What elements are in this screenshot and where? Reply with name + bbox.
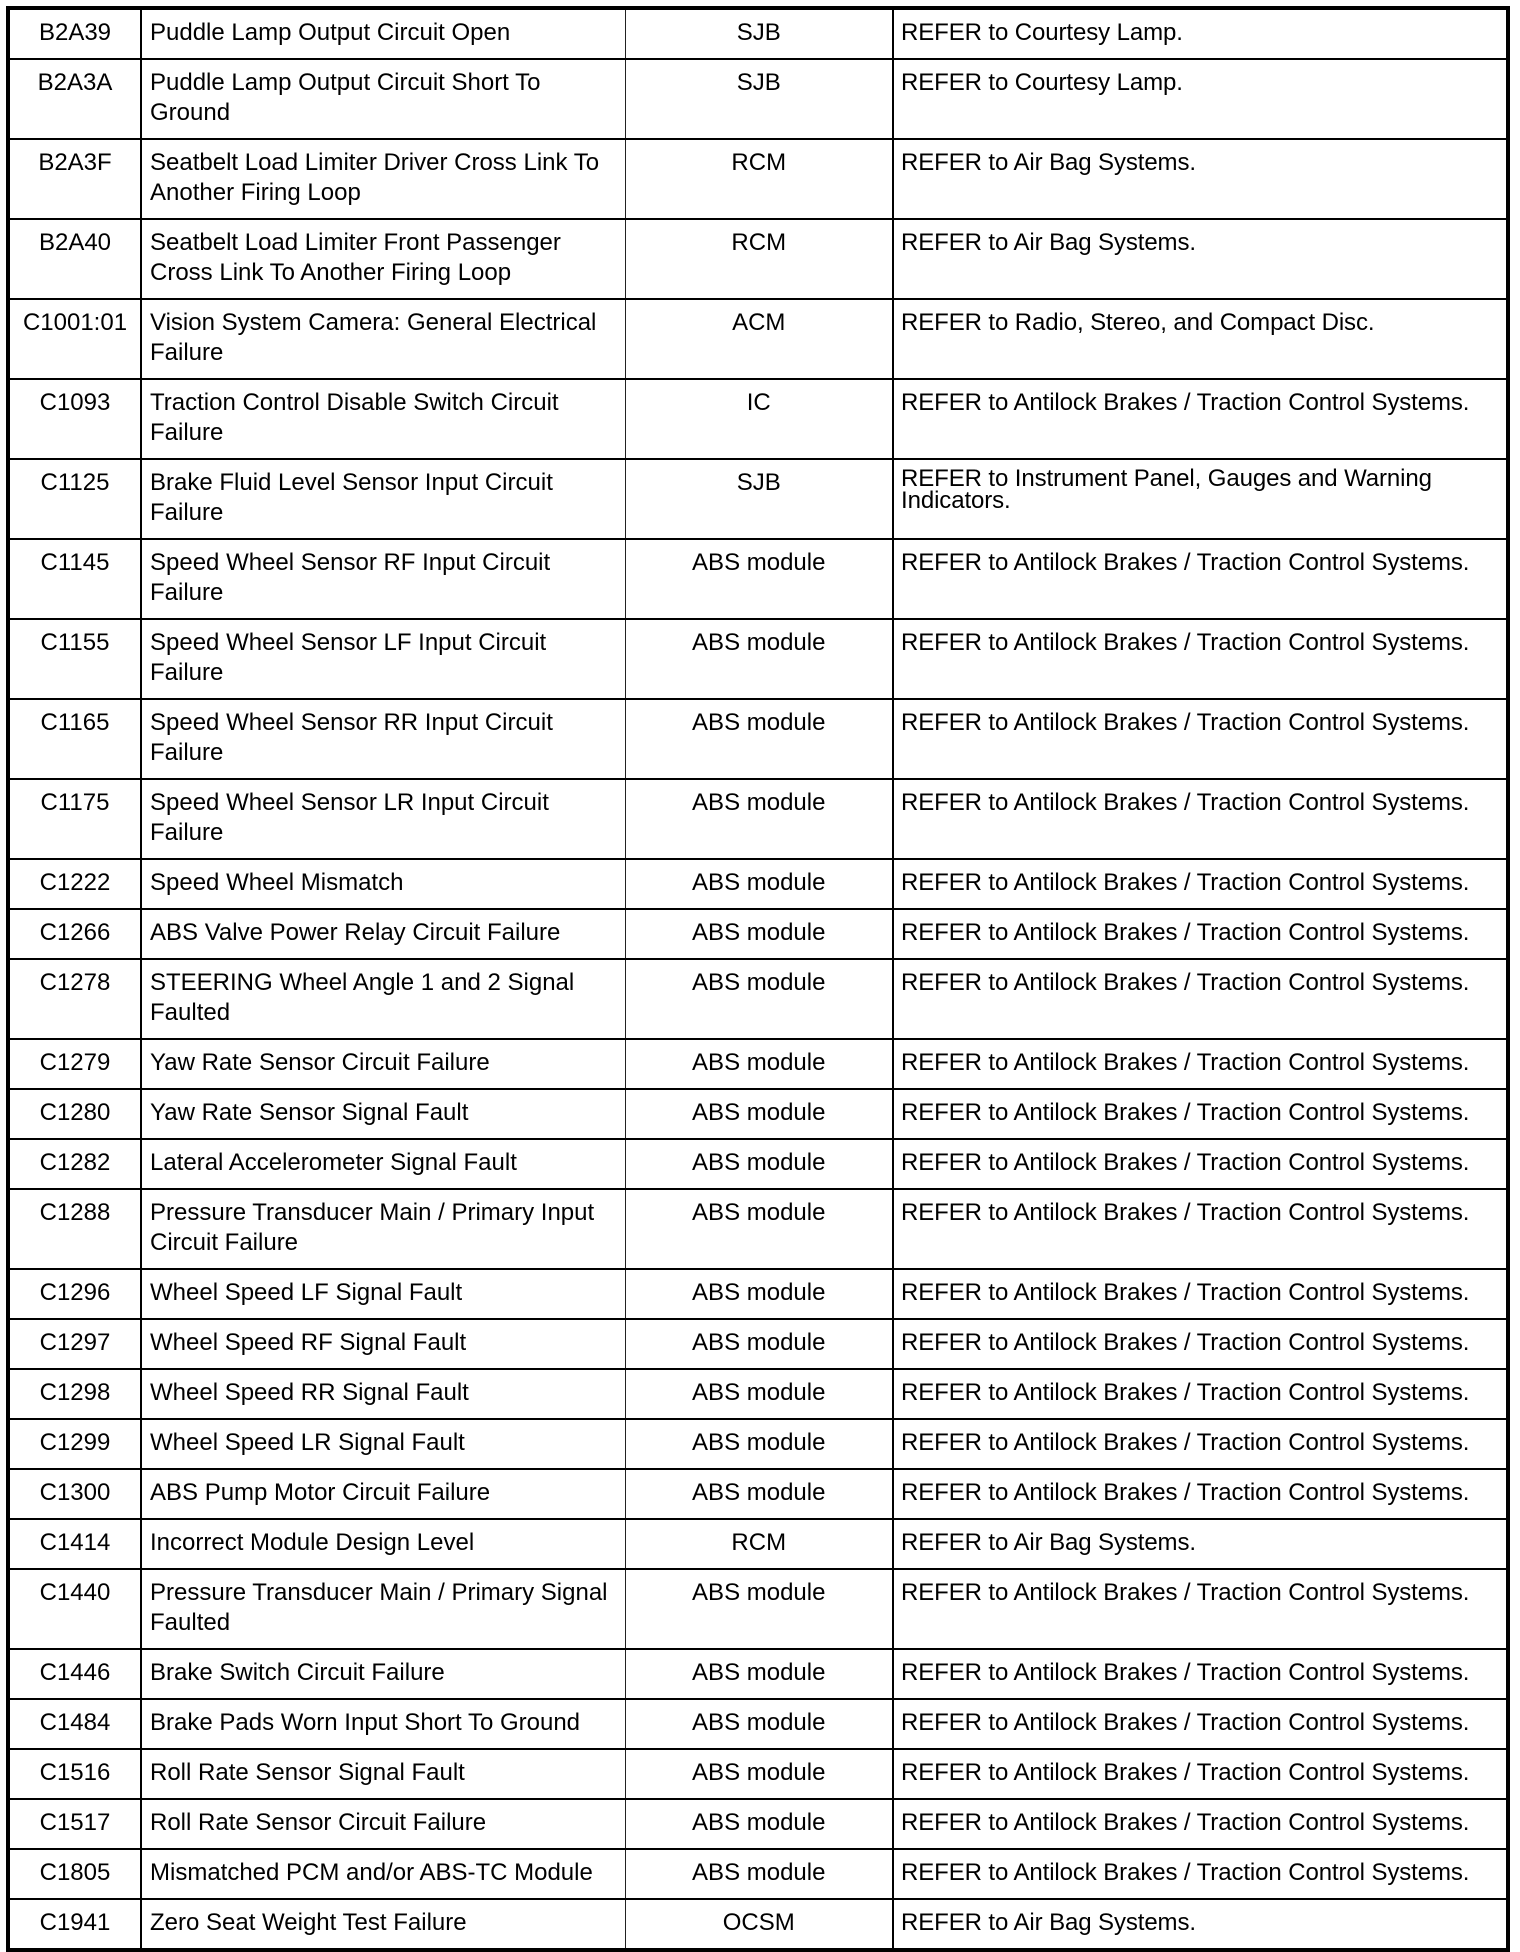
dtc-action-cell: REFER to Antilock Brakes / Traction Control Systems. bbox=[893, 1369, 1508, 1419]
dtc-action-cell: REFER to Antilock Brakes / Traction Control Systems. bbox=[893, 1799, 1508, 1849]
dtc-description-cell: Speed Wheel Sensor RF Input Circuit Failure bbox=[141, 539, 625, 619]
table-row bbox=[8, 139, 1508, 219]
table-row bbox=[8, 1039, 1508, 1089]
dtc-description-cell: Wheel Speed LR Signal Fault bbox=[141, 1419, 625, 1469]
dtc-code-cell: C1280 bbox=[8, 1089, 141, 1139]
dtc-action-cell: REFER to Air Bag Systems. bbox=[893, 219, 1508, 299]
dtc-code-cell: C1484 bbox=[8, 1699, 141, 1749]
dtc-code-cell: C1278 bbox=[8, 959, 141, 1039]
dtc-code-cell: C1222 bbox=[8, 859, 141, 909]
dtc-code-cell: C1165 bbox=[8, 699, 141, 779]
dtc-code-cell: C1125 bbox=[8, 459, 141, 539]
dtc-table-body bbox=[8, 8, 1508, 1950]
dtc-description-cell: Lateral Accelerometer Signal Fault bbox=[141, 1139, 625, 1189]
dtc-action-cell: REFER to Radio, Stereo, and Compact Disc. bbox=[893, 299, 1508, 379]
dtc-description-cell: Brake Pads Worn Input Short To Ground bbox=[141, 1699, 625, 1749]
dtc-module-cell: ABS module bbox=[625, 619, 893, 699]
dtc-code-cell: C1805 bbox=[8, 1849, 141, 1899]
dtc-module-cell: ABS module bbox=[625, 1269, 893, 1319]
dtc-code-cell: C1093 bbox=[8, 379, 141, 459]
dtc-module-cell: ABS module bbox=[625, 859, 893, 909]
dtc-description-cell: Speed Wheel Sensor LR Input Circuit Failure bbox=[141, 779, 625, 859]
dtc-module-cell: ABS module bbox=[625, 1189, 893, 1269]
dtc-module-cell: ABS module bbox=[625, 1749, 893, 1799]
table-row bbox=[8, 619, 1508, 699]
table-row bbox=[8, 1899, 1508, 1950]
table-row bbox=[8, 379, 1508, 459]
dtc-module-cell: ABS module bbox=[625, 1039, 893, 1089]
dtc-code-cell: C1279 bbox=[8, 1039, 141, 1089]
table-row bbox=[8, 699, 1508, 779]
table-row bbox=[8, 1469, 1508, 1519]
dtc-module-cell: ABS module bbox=[625, 1649, 893, 1699]
table-row bbox=[8, 1139, 1508, 1189]
table-row bbox=[8, 1369, 1508, 1419]
dtc-action-cell: REFER to Antilock Brakes / Traction Control Systems. bbox=[893, 1649, 1508, 1699]
dtc-action-cell: REFER to Antilock Brakes / Traction Control Systems. bbox=[893, 699, 1508, 779]
dtc-description-cell: Roll Rate Sensor Signal Fault bbox=[141, 1749, 625, 1799]
dtc-module-cell: ABS module bbox=[625, 1469, 893, 1519]
dtc-module-cell: ABS module bbox=[625, 539, 893, 619]
dtc-module-cell: ABS module bbox=[625, 779, 893, 859]
dtc-code-cell: C1299 bbox=[8, 1419, 141, 1469]
dtc-code-cell: C1288 bbox=[8, 1189, 141, 1269]
dtc-description-cell: Pressure Transducer Main / Primary Signal Faulted bbox=[141, 1569, 625, 1649]
table-row bbox=[8, 1849, 1508, 1899]
dtc-code-cell: C1297 bbox=[8, 1319, 141, 1369]
table-row bbox=[8, 539, 1508, 619]
dtc-code-cell: C1145 bbox=[8, 539, 141, 619]
dtc-module-cell: RCM bbox=[625, 219, 893, 299]
dtc-action-cell: REFER to Antilock Brakes / Traction Control Systems. bbox=[893, 1849, 1508, 1899]
dtc-module-cell: ABS module bbox=[625, 1849, 893, 1899]
table-row bbox=[8, 1419, 1508, 1469]
dtc-description-cell: Speed Wheel Sensor RR Input Circuit Failure bbox=[141, 699, 625, 779]
dtc-module-cell: ABS module bbox=[625, 1569, 893, 1649]
dtc-action-cell: REFER to Antilock Brakes / Traction Control Systems. bbox=[893, 379, 1508, 459]
table-row bbox=[8, 909, 1508, 959]
dtc-module-cell: ABS module bbox=[625, 1139, 893, 1189]
dtc-action-cell: REFER to Antilock Brakes / Traction Control Systems. bbox=[893, 779, 1508, 859]
table-row bbox=[8, 779, 1508, 859]
dtc-description-cell: Seatbelt Load Limiter Front Passenger Cross Link To Another Firing Loop bbox=[141, 219, 625, 299]
table-row bbox=[8, 1649, 1508, 1699]
dtc-code-cell: C1155 bbox=[8, 619, 141, 699]
dtc-action-cell: REFER to Instrument Panel, Gauges and Warning Indicators. bbox=[893, 459, 1508, 539]
dtc-table bbox=[6, 6, 1510, 1952]
dtc-description-cell: Yaw Rate Sensor Signal Fault bbox=[141, 1089, 625, 1139]
dtc-module-cell: ABS module bbox=[625, 699, 893, 779]
dtc-description-cell: Speed Wheel Mismatch bbox=[141, 859, 625, 909]
table-row bbox=[8, 8, 1508, 59]
table-row bbox=[8, 1749, 1508, 1799]
dtc-description-cell: Roll Rate Sensor Circuit Failure bbox=[141, 1799, 625, 1849]
dtc-action-cell: REFER to Antilock Brakes / Traction Control Systems. bbox=[893, 1469, 1508, 1519]
dtc-action-cell: REFER to Antilock Brakes / Traction Control Systems. bbox=[893, 1699, 1508, 1749]
dtc-description-cell: Puddle Lamp Output Circuit Open bbox=[141, 8, 625, 59]
dtc-action-cell: REFER to Antilock Brakes / Traction Control Systems. bbox=[893, 1569, 1508, 1649]
dtc-code-cell: C1298 bbox=[8, 1369, 141, 1419]
dtc-action-cell: REFER to Antilock Brakes / Traction Control Systems. bbox=[893, 909, 1508, 959]
table-row bbox=[8, 1519, 1508, 1569]
dtc-description-cell: Seatbelt Load Limiter Driver Cross Link To Another Firing Loop bbox=[141, 139, 625, 219]
dtc-code-cell: C1282 bbox=[8, 1139, 141, 1189]
table-row bbox=[8, 1189, 1508, 1269]
dtc-description-cell: Brake Fluid Level Sensor Input Circuit Failure bbox=[141, 459, 625, 539]
dtc-description-cell: Yaw Rate Sensor Circuit Failure bbox=[141, 1039, 625, 1089]
dtc-module-cell: ABS module bbox=[625, 1089, 893, 1139]
dtc-description-cell: Pressure Transducer Main / Primary Input Circuit Failure bbox=[141, 1189, 625, 1269]
table-row bbox=[8, 1319, 1508, 1369]
dtc-action-cell: REFER to Antilock Brakes / Traction Control Systems. bbox=[893, 1419, 1508, 1469]
dtc-code-cell: C1941 bbox=[8, 1899, 141, 1950]
dtc-description-cell: Wheel Speed RF Signal Fault bbox=[141, 1319, 625, 1369]
dtc-description-cell: Mismatched PCM and/or ABS-TC Module bbox=[141, 1849, 625, 1899]
dtc-description-cell: Speed Wheel Sensor LF Input Circuit Failure bbox=[141, 619, 625, 699]
table-row bbox=[8, 1269, 1508, 1319]
dtc-module-cell: ABS module bbox=[625, 1369, 893, 1419]
dtc-code-cell: C1446 bbox=[8, 1649, 141, 1699]
dtc-action-cell: REFER to Antilock Brakes / Traction Control Systems. bbox=[893, 1139, 1508, 1189]
dtc-description-cell: Zero Seat Weight Test Failure bbox=[141, 1899, 625, 1950]
dtc-code-cell: B2A40 bbox=[8, 219, 141, 299]
dtc-module-cell: SJB bbox=[625, 459, 893, 539]
dtc-action-cell: REFER to Antilock Brakes / Traction Control Systems. bbox=[893, 619, 1508, 699]
dtc-module-cell: ACM bbox=[625, 299, 893, 379]
dtc-action-cell: REFER to Air Bag Systems. bbox=[893, 1519, 1508, 1569]
dtc-description-cell: Wheel Speed RR Signal Fault bbox=[141, 1369, 625, 1419]
dtc-code-cell: C1296 bbox=[8, 1269, 141, 1319]
dtc-module-cell: SJB bbox=[625, 8, 893, 59]
dtc-module-cell: RCM bbox=[625, 1519, 893, 1569]
dtc-module-cell: RCM bbox=[625, 139, 893, 219]
dtc-action-cell: REFER to Antilock Brakes / Traction Control Systems. bbox=[893, 1189, 1508, 1269]
dtc-action-cell: REFER to Air Bag Systems. bbox=[893, 139, 1508, 219]
dtc-code-cell: C1266 bbox=[8, 909, 141, 959]
dtc-module-cell: SJB bbox=[625, 59, 893, 139]
table-row bbox=[8, 219, 1508, 299]
dtc-code-cell: C1517 bbox=[8, 1799, 141, 1849]
dtc-description-cell: Puddle Lamp Output Circuit Short To Ground bbox=[141, 59, 625, 139]
dtc-action-cell: REFER to Courtesy Lamp. bbox=[893, 8, 1508, 59]
dtc-action-cell: REFER to Antilock Brakes / Traction Control Systems. bbox=[893, 959, 1508, 1039]
dtc-code-cell: C1414 bbox=[8, 1519, 141, 1569]
dtc-action-cell: REFER to Courtesy Lamp. bbox=[893, 59, 1508, 139]
dtc-code-cell: C1001:01 bbox=[8, 299, 141, 379]
dtc-code-cell: B2A3F bbox=[8, 139, 141, 219]
dtc-description-cell: Brake Switch Circuit Failure bbox=[141, 1649, 625, 1699]
table-row bbox=[8, 59, 1508, 139]
dtc-module-cell: IC bbox=[625, 379, 893, 459]
table-row bbox=[8, 1089, 1508, 1139]
dtc-module-cell: ABS module bbox=[625, 1799, 893, 1849]
dtc-description-cell: ABS Pump Motor Circuit Failure bbox=[141, 1469, 625, 1519]
table-row bbox=[8, 299, 1508, 379]
dtc-action-cell: REFER to Antilock Brakes / Traction Control Systems. bbox=[893, 1039, 1508, 1089]
dtc-code-cell: C1440 bbox=[8, 1569, 141, 1649]
dtc-code-cell: C1175 bbox=[8, 779, 141, 859]
dtc-action-cell: REFER to Antilock Brakes / Traction Control Systems. bbox=[893, 859, 1508, 909]
dtc-action-cell: REFER to Antilock Brakes / Traction Control Systems. bbox=[893, 539, 1508, 619]
dtc-code-cell: C1516 bbox=[8, 1749, 141, 1799]
dtc-code-cell: B2A3A bbox=[8, 59, 141, 139]
dtc-action-cell: REFER to Antilock Brakes / Traction Control Systems. bbox=[893, 1089, 1508, 1139]
dtc-action-cell: REFER to Air Bag Systems. bbox=[893, 1899, 1508, 1950]
dtc-action-cell: REFER to Antilock Brakes / Traction Control Systems. bbox=[893, 1269, 1508, 1319]
dtc-module-cell: ABS module bbox=[625, 959, 893, 1039]
dtc-description-cell: Incorrect Module Design Level bbox=[141, 1519, 625, 1569]
dtc-description-cell: ABS Valve Power Relay Circuit Failure bbox=[141, 909, 625, 959]
dtc-action-cell: REFER to Antilock Brakes / Traction Control Systems. bbox=[893, 1319, 1508, 1369]
dtc-description-cell: STEERING Wheel Angle 1 and 2 Signal Faulted bbox=[141, 959, 625, 1039]
dtc-description-cell: Wheel Speed LF Signal Fault bbox=[141, 1269, 625, 1319]
dtc-description-cell: Vision System Camera: General Electrical Failure bbox=[141, 299, 625, 379]
dtc-module-cell: ABS module bbox=[625, 1319, 893, 1369]
table-row bbox=[8, 959, 1508, 1039]
dtc-code-cell: C1300 bbox=[8, 1469, 141, 1519]
table-row bbox=[8, 1699, 1508, 1749]
dtc-description-cell: Traction Control Disable Switch Circuit Failure bbox=[141, 379, 625, 459]
dtc-module-cell: ABS module bbox=[625, 909, 893, 959]
dtc-module-cell: OCSM bbox=[625, 1899, 893, 1950]
table-row bbox=[8, 1569, 1508, 1649]
dtc-module-cell: ABS module bbox=[625, 1699, 893, 1749]
table-row bbox=[8, 859, 1508, 909]
dtc-code-cell: B2A39 bbox=[8, 8, 141, 59]
dtc-action-cell: REFER to Antilock Brakes / Traction Control Systems. bbox=[893, 1749, 1508, 1799]
table-row bbox=[8, 459, 1508, 539]
table-row bbox=[8, 1799, 1508, 1849]
dtc-module-cell: ABS module bbox=[625, 1419, 893, 1469]
